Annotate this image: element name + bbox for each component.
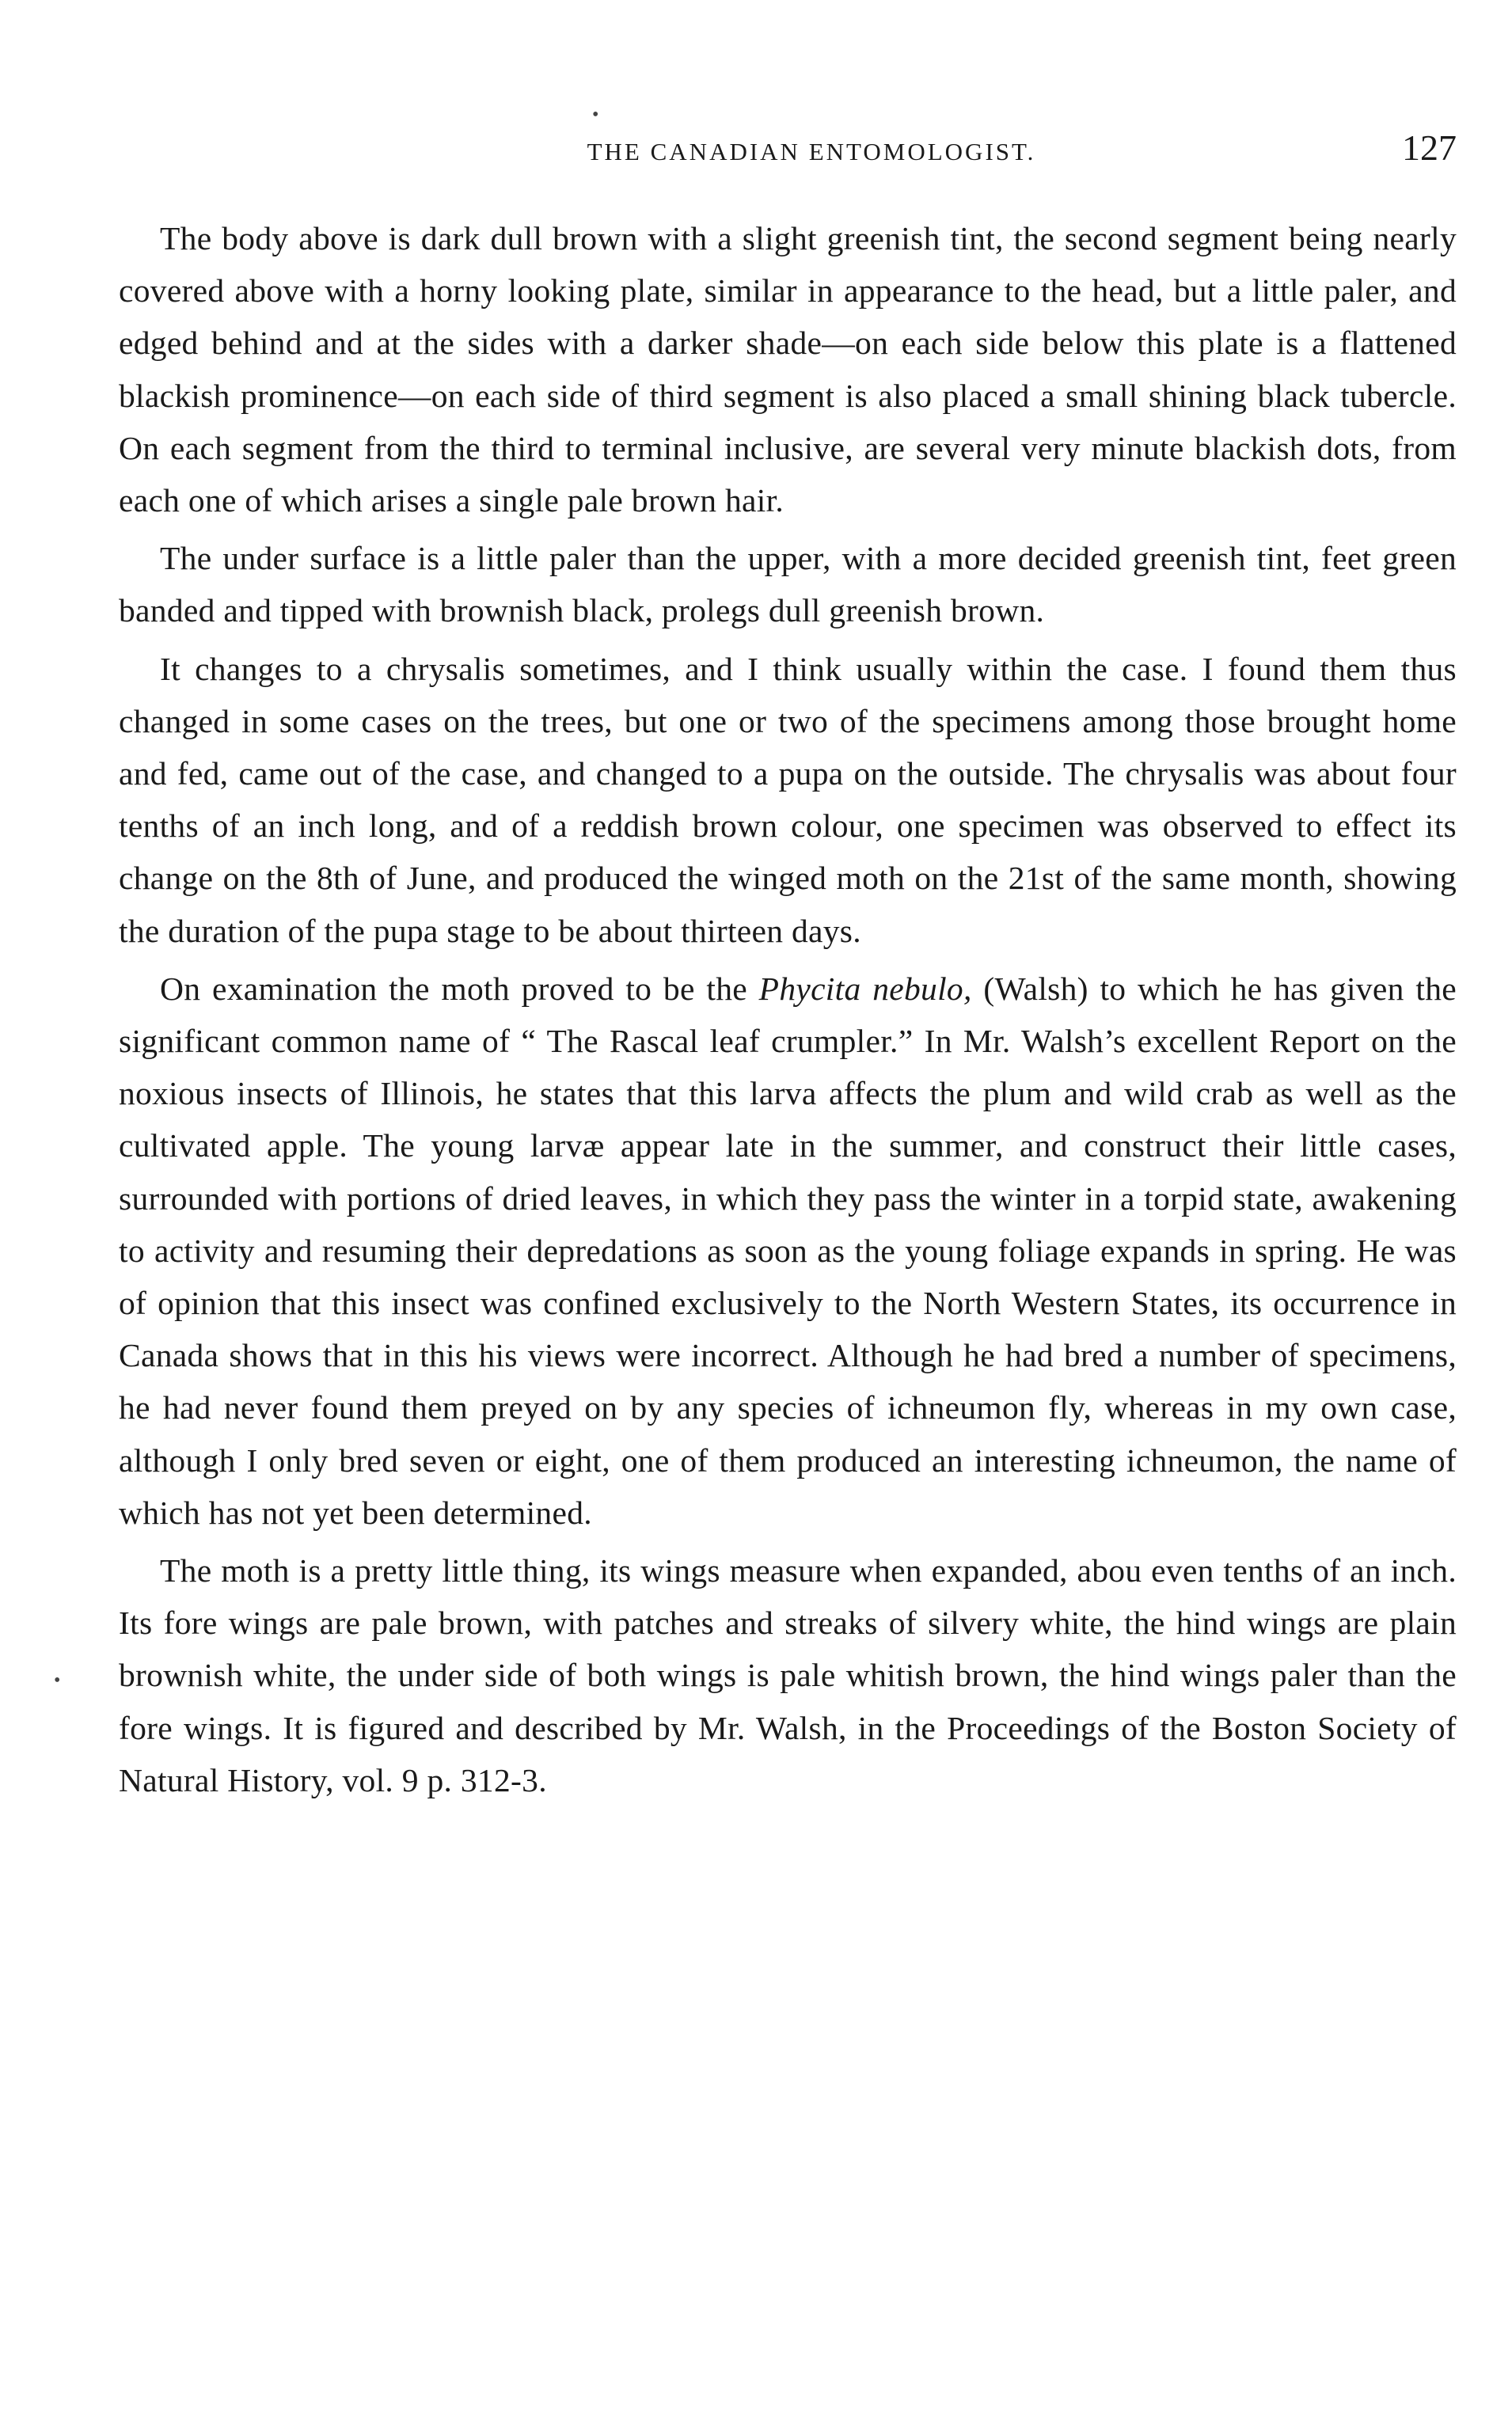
running-header xyxy=(119,127,1457,182)
page xyxy=(119,127,1457,1812)
paragraph-moth-description: The moth is a pretty little thing, its wings measure when expanded, abou even tenths of an inch. Its fore wings are pale brown, with patches and streaks of silvery white, the hind wings are plain brownish white, the under side of both wings is pale whitish brown, the hind wings paler than the fore wings. It is figured and described by Mr. Walsh, in the Proceedings of the Boston Society of Natural History, vol. 9 p. 312-3. xyxy=(119,1552,1457,1798)
paragraph-under-surface: The under surface is a little paler than the upper, with a more decided greenish tint, feet green banded and tipped with brownish black, prolegs dull greenish brown. xyxy=(119,540,1457,629)
journal-title: THE CANADIAN ENTOMOLOGIST. xyxy=(587,138,1036,165)
stray-mark-top: • xyxy=(592,104,599,125)
page-number: 127 xyxy=(1402,127,1457,168)
species-name: Phycita nebulo, xyxy=(758,970,972,1007)
paragraph-chrysalis: It changes to a chrysalis sometimes, and I think usually within the case. I found them thus changed in some cases on the trees, but one or two of the specimens among those brought home and fed, came out of the case, and changed to a pupa on the outside. The chrysalis was about four tenths of an inch long, and of a reddish brown colour, one specimen was observed to effect its change on the 8th of June, and produced the winged moth on the 21st of the same month, showing the duration of the pupa stage to be about thirteen days. xyxy=(119,650,1457,949)
paragraph-identification-body: (Walsh) to which he has given the significant common name of “ The Rascal leaf crumpler.” In Mr. Walsh’s excellent Report on the noxious insects of Illinois, he states that this larva affects the plum and wild crab as well as the cultivated apple. The young larvæ appear late in the summer, and construct their little cases, surrounded with portions of dried leaves, in which they pass the winter in a torpid state, awakening to activity and resuming their depredations as soon as the young foliage expands in spring. He was of opinion that this insect was confined exclusively to the North Western States, its occurrence in Canada shows that in this his views were incorrect. Although he had bred a number of specimens, he had never found them preyed on by any species of ichneumon fly, whereas in my own case, although I only bred seven or eight, one of them produced an interesting ichneumon, the name of which has not yet been determined. xyxy=(119,970,1457,1531)
paragraph-identification-lead: On examination the moth proved to be the xyxy=(160,970,759,1007)
paragraph-identification xyxy=(119,963,1457,1539)
paragraph-larva-description: The body above is dark dull brown with a slight greenish tint, the second segment being nearly covered above with a horny looking plate, similar in appearance to the head, but a little paler, and edged behind and at the sides with a darker shade—on each side below this plate is a flattened blackish prominence—on each side of third segment is also placed a small shining black tubercle. On each segment from the third to terminal inclusive, are several very minute blackish dots, from each one of which arises a single pale brown hair. xyxy=(119,220,1457,519)
stray-mark-left: • xyxy=(54,1670,61,1691)
